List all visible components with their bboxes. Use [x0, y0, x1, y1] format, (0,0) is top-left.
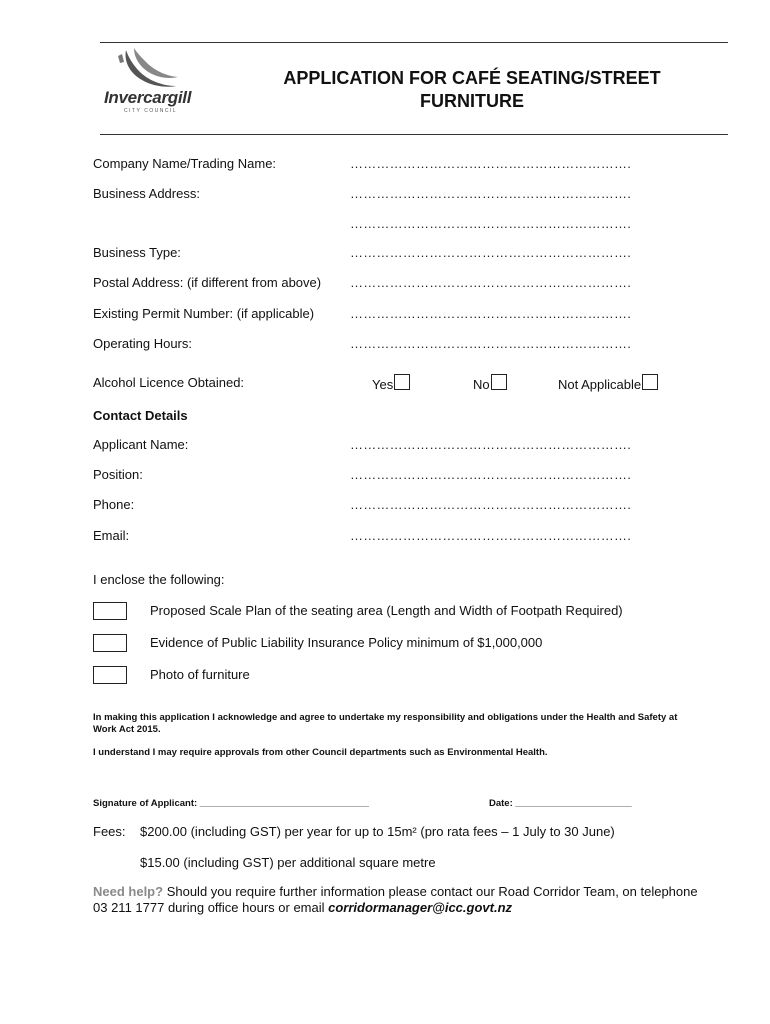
alcohol-licence-label: Alcohol Licence Obtained: [93, 375, 245, 390]
business-address-field[interactable]: ………………………………………………………. [350, 186, 632, 201]
approvals-text: I understand I may require approvals from other Council departments such as Environmental Health. [93, 747, 548, 758]
alcohol-no-label: No [473, 377, 490, 392]
alcohol-yes-label: Yes [372, 377, 394, 392]
applicant-name-field[interactable]: ………………………………………………………. [350, 437, 632, 452]
alcohol-no-checkbox[interactable] [491, 374, 507, 390]
alcohol-na-label: Not Applicable [558, 377, 642, 392]
help-text [93, 884, 713, 916]
enclose-heading: I enclose the following: [93, 572, 225, 587]
email-field[interactable]: ………………………………………………………. [350, 528, 632, 543]
insurance-checkbox[interactable] [93, 634, 127, 652]
help-lead: Need help? [93, 884, 164, 899]
help-email-link[interactable]: corridormanager@icc.govt.nz [328, 900, 513, 915]
logo-subtext: CITY COUNCIL [124, 108, 178, 114]
header-rule-bottom [100, 134, 728, 135]
company-name-field[interactable]: ………………………………………………………. [350, 156, 632, 171]
scale-plan-checkbox[interactable] [93, 602, 127, 620]
photo-checkbox[interactable] [93, 666, 127, 684]
alcohol-na-option[interactable] [558, 374, 658, 392]
email-label: Email: [93, 528, 130, 543]
permit-number-label: Existing Permit Number: (if applicable) [93, 306, 315, 321]
alcohol-yes-checkbox[interactable] [394, 374, 410, 390]
business-address-label: Business Address: [93, 186, 200, 201]
signature-field[interactable]: Signature of Applicant: ________________________________ [93, 798, 369, 809]
alcohol-yes-option[interactable] [372, 374, 410, 392]
business-type-label: Business Type: [93, 245, 181, 260]
phone-label: Phone: [93, 497, 135, 512]
operating-hours-label: Operating Hours: [93, 336, 192, 351]
fees-label: Fees: [93, 824, 126, 839]
alcohol-no-option[interactable] [473, 374, 507, 392]
fees-line-2: $15.00 (including GST) per additional square metre [140, 855, 436, 870]
insurance-label: Evidence of Public Liability Insurance Policy minimum of $1,000,000 [150, 635, 543, 650]
date-field[interactable]: Date: ______________________ [489, 798, 632, 809]
acknowledge-text: In making this application I acknowledge and agree to undertake my responsibility and obligations under the Health and Safety at Work Act 2015. [93, 712, 678, 735]
help-body: Should you require further information please contact our Road Corridor Team, on telephone 03 211 1777 during office hours or email [93, 884, 698, 915]
photo-label: Photo of furniture [150, 667, 250, 682]
logo-text: Invercargill [104, 88, 192, 107]
company-name-label: Company Name/Trading Name: [93, 156, 277, 171]
position-label: Position: [93, 467, 143, 482]
permit-number-field[interactable]: ………………………………………………………. [350, 306, 632, 321]
contact-details-heading: Contact Details [93, 408, 188, 423]
business-type-field[interactable]: ………………………………………………………. [350, 245, 632, 260]
fees-line-1: $200.00 (including GST) per year for up to 15m² (pro rata fees – 1 July to 30 June) [140, 824, 615, 839]
operating-hours-field[interactable]: ………………………………………………………. [350, 336, 632, 351]
header-rule-top [100, 42, 728, 43]
postal-address-label: Postal Address: (if different from above) [93, 275, 322, 290]
position-field[interactable]: ………………………………………………………. [350, 467, 632, 482]
phone-field[interactable]: ………………………………………………………. [350, 497, 632, 512]
scale-plan-label: Proposed Scale Plan of the seating area (Length and Width of Footpath Required) [150, 603, 623, 618]
page-title: APPLICATION FOR CAFÉ SEATING/STREET FURNITURE [283, 68, 661, 111]
business-address-field-line2[interactable]: ………………………………………………………. [350, 216, 632, 231]
postal-address-field[interactable]: ………………………………………………………. [350, 275, 632, 290]
applicant-name-label: Applicant Name: [93, 437, 189, 452]
alcohol-na-checkbox[interactable] [642, 374, 658, 390]
